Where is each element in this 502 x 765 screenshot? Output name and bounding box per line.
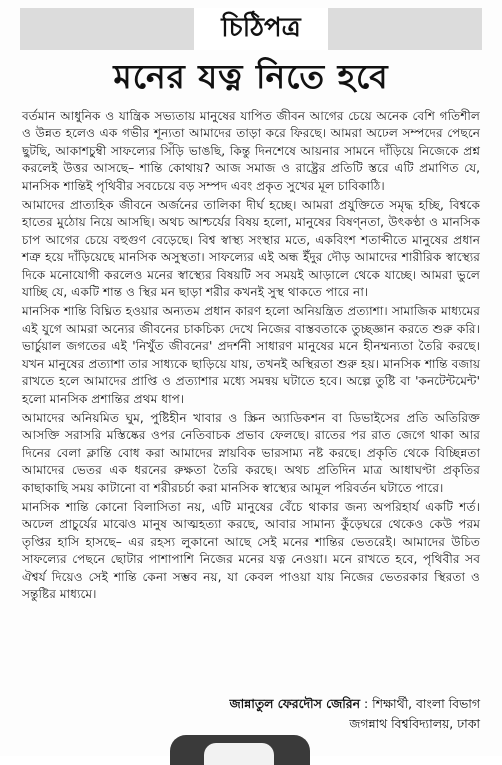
section-banner — [20, 8, 482, 50]
author-institution: জগন্নাথ বিশ্ববিদ্যালয়, ঢাকা — [349, 716, 480, 731]
article-paragraph: মানসিক শান্তি কোনো বিলাসিতা নয়, এটি মানুষের বেঁচে থাকার জন্য অপরিহার্য একটি শর্ত। অঢেল প্রাচুর্যের মাঝেও মানুষ আত্মহত্যা করছে, আবার সামান্য কুঁড়েঘরে থেকেও কেউ পরম তৃপ্তির হাসি হাসছে– এর রহস্য লুকানো আছে সেই মনের শান্তির ভেতরেই। আমাদের উচিত সাফল্যের পেছনে ছোটার পাশাপাশি নিজের মনের যত্ন নেওয়া। মনে রাখতে হবে, পৃথিবীর সব ঐশ্বর্য দিয়েও সেই শান্তি কেনা সম্ভব নয়, যা কেবল পাওয়া যায় নিজের ভেতরকার স্থিরতা ও সন্তুষ্টির মাধ্যমে। — [22, 499, 480, 601]
article-paragraph: আমাদের প্রাত্যহিক জীবনে অর্জনের তালিকা দীর্ঘ হচ্ছে। আমরা প্রযুক্তিতে সমৃদ্ধ হচ্ছি, বিশ্বকে হাতের মুঠোয় নিয়ে আসছি। অথচ আশ্চর্যের বিষয় হলো, মানুষের বিষণ্নতা, উৎকণ্ঠা ও মানসিক চাপ আগের চেয়ে বহুগুণ বেড়েছে। বিশ্ব স্বাস্থ্য সংস্থার মতে, একবিংশ শতাব্দীতে মানুষের প্রধান শত্রু হয়ে দাঁড়িয়েছে মানসিক অসুস্থতা। সাফল্যের এই অন্ধ ইঁদুর দৌড় আমাদের শারীরিক স্বাস্থ্যের দিকে মনোযোগী করলেও মনের স্বাস্থ্যের বিষয়টি সব সময়ই আড়ালে থেকে যাচ্ছে। আমরা ভুলে যাচ্ছি যে, একটি শান্ত ও স্থির মন ছাড়া শরীর কখনই সুস্থ থাকতে পারে না। — [22, 198, 480, 300]
author-signature — [150, 694, 480, 734]
article-paragraph: মানসিক শান্তি বিঘ্নিত হওয়ার অন্যতম প্রধান কারণ হলো অনিয়ন্ত্রিত প্রত্যাশা। সামাজিক মাধ্যমের এই যুগে আমরা অন্যের জীবনের চাকচিক্য দেখে নিজের বাস্তবতাকে তুচ্ছজ্ঞান করতে শুরু করি। ভার্চুয়াল জগতের এই 'নিখুঁত জীবনের' প্রদর্শনী সাধারণ মানুষের মনে হীনম্মন্যতা তৈরি করছে। যখন মানুষের প্রত্যাশা তার সাধ্যকে ছাড়িয়ে যায়, তখনই অস্থিরতা শুরু হয়। মানসিক শান্তি বজায় রাখতে হলে আমাদের প্রাপ্তি ও প্রত্যাশার মধ্যে সমন্বয় ঘটাতে হবে। অল্পে তুষ্টি বা 'কনটেন্টমেন্ট' হলো মানসিক প্রশান্তির প্রথম ধাপ। — [22, 304, 480, 406]
section-title: চিঠিপত্র — [194, 8, 328, 50]
author-separator: : — [363, 696, 373, 711]
author-role: শিক্ষার্থী, বাংলা বিভাগ — [372, 696, 480, 711]
author-name: জান্নাতুল ফেরদৌস জেরিন — [229, 696, 360, 711]
article-headline: মনের যত্ন নিতে হবে — [113, 57, 389, 96]
article-paragraph: আমাদের অনিয়মিত ঘুম, পুষ্টিহীন খাবার ও স্ক্রিন অ্যাডিকশন বা ডিভাইসের প্রতি অতিরিক্ত আসক্তি সরাসরি মস্তিষ্কের ওপর নেতিবাচক প্রভাব ফেলছে। রাতের পর রাত জেগে থাকা আর দিনের বেলা ক্লান্তি বোধ করা আমাদের স্নায়বিক ভারসাম্য নষ্ট করছে। প্রকৃতি থেকে বিচ্ছিন্নতা আমাদের ভেতর এক ধরনের রুক্ষতা তৈরি করছে। অথচ প্রতিদিন মাত্র আধাঘণ্টা প্রকৃতির কাছাকাছি সময় কাটানো বা শরীরচর্চা করা মানসিক স্বাস্থ্যের আমূল পরিবর্তন ঘটাতে পারে। — [22, 410, 480, 495]
article-body — [22, 108, 480, 605]
article-paragraph: বর্তমান আধুনিক ও যান্ত্রিক সভ্যতায় মানুষের যাপিত জীবন আগের চেয়ে অনেক বেশি গতিশীল ও উন্নত হলেও এক গভীর শূন্যতা আমাদের তাড়া করে ফিরছে। আমরা অঢেল সম্পদের পেছনে ছুটছি, আকাশচুম্বী সাফল্যের সিঁড়ি ভাঙছি, কিন্তু দিনশেষে আয়নার সামনে দাঁড়িয়ে নিজেকে প্রশ্ন করলেই উত্তর আসছে– শান্তি কোথায়? আজ সমাজ ও রাষ্ট্রের প্রতিটি স্তরে এটি প্রমাণিত যে, মানসিক শান্তিই পৃথিবীর সবচেয়ে বড় সম্পদ এবং প্রকৃত সুখের মূল চাবিকাঠি। — [22, 109, 480, 193]
footer-badge — [170, 735, 310, 765]
footer-badge-inner — [204, 743, 274, 765]
